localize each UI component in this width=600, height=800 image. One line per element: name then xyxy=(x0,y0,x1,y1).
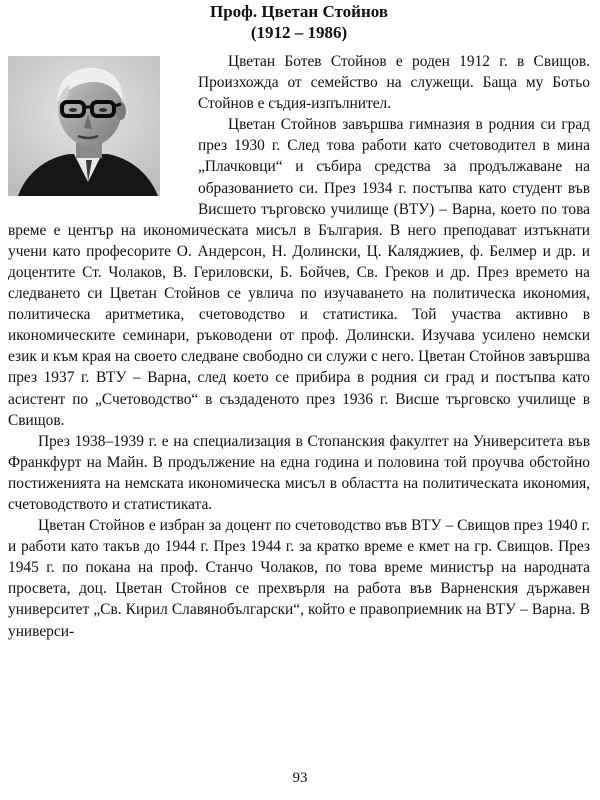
life-years: (1912 – 1986) xyxy=(250,23,348,42)
portrait-photo xyxy=(8,56,160,196)
page-number: 93 xyxy=(292,770,308,786)
paragraph-1: Цветан Ботев Стойнов е роден 1912 г. в Свищов. Произхожда от семейство на служещи. Баща му Ботьо Стойнов е съдия-изпълнител. xyxy=(198,53,590,113)
portrait-illustration xyxy=(8,56,160,196)
paragraph-2: Цветан Стойнов завършва гимназия в родния си град през 1930 г. След това работи като счетоводител в мина „Плачковци“ и събира средства за продължаване на образованието си. През 1934 г. постъпва като студент във Висшето търговско училище (ВТУ) – Варна, което по това време е център на икономическата мисъл в България. В него преподават изтъкнати учени като професорите О. Андерсон, Н. Долински, Ц. Каляджиев, ф. Белмер и др. и доцентите Ст. Чолаков, В. Гериловски, Б. Бойчев, Св. Греков и др. През времето на следването си Цветан Стойнов се увлича по изучаването на политическа икономия, политическа аритметика, счетоводство и статистика. Той участва активно в икономическите семинари, ръководени от проф. Долински. Изучава усилено немски език и към края на своето следване свободно си служи с него. Цветан Стойнов завършва през 1937 г. ВТУ – Варна, след което се прибира в родния си град и постъпва като асистент по „Счетоводство“ в създаденото през 1936 г. Висше търговско училище в Свищов. xyxy=(8,116,590,429)
page-title: Проф. Цветан Стойнов xyxy=(209,2,389,21)
article-body xyxy=(8,51,590,642)
paragraph-4: Цветан Стойнов е избран за доцент по счетоводство във ВТУ – Свищов през 1940 г. и работи като такъв до 1944 г. През 1944 г. за кратко време е кмет на гр. Свищов. През 1945 г. по покана на проф. Станчо Чолаков, по това време министър на народната просвета, доц. Цветан Стойнов се прехвърля на работа във Варненския държавен университет „Св. Кирил Славянобългарски“, който е правоприемник на ВТУ – Варна. В универси- xyxy=(8,517,590,640)
paragraph-3: През 1938–1939 г. е на специализация в Стопанския факултет на Университета във Франкфурт на Майн. В продължение на една година и половина той проучва обстойно постиженията на немската икономическа мисъл в областта на политическата икономия, счетоводството и статистиката. xyxy=(8,432,590,513)
